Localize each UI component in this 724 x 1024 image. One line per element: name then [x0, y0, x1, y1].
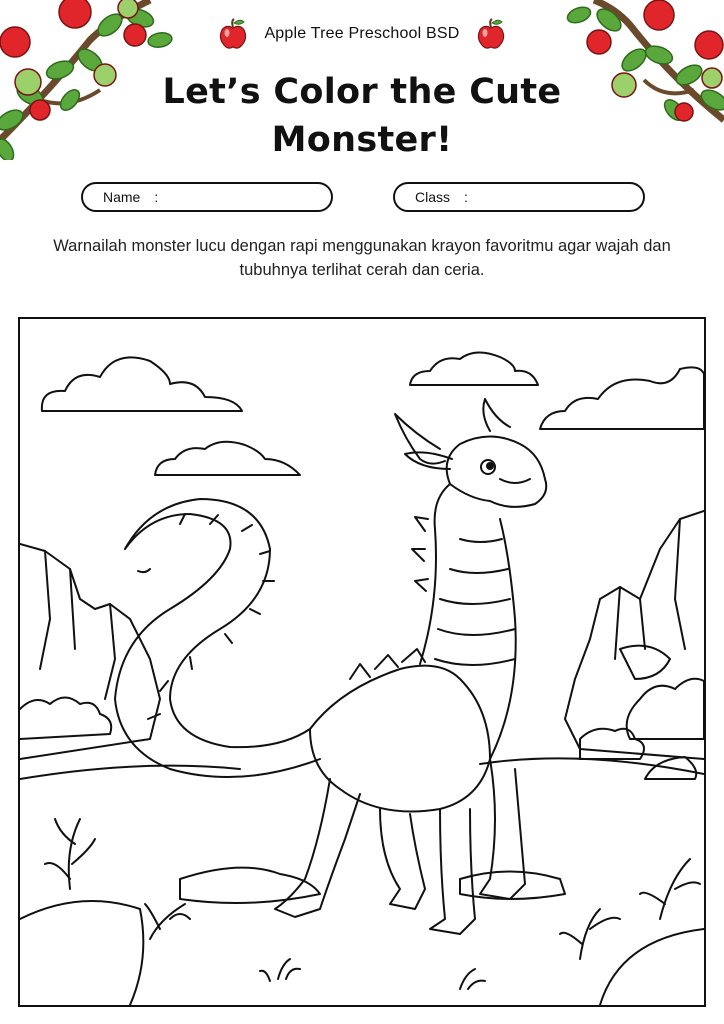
monster-horn [483, 399, 510, 431]
cliff-left [20, 544, 160, 759]
class-field[interactable] [393, 182, 645, 212]
name-separator: : [154, 189, 159, 205]
monster-tail [115, 499, 320, 777]
plant [260, 959, 300, 981]
monster-horn [395, 414, 445, 464]
plant [560, 909, 620, 959]
name-field[interactable] [81, 182, 333, 212]
name-label: Name [103, 189, 141, 205]
monster-body [310, 666, 490, 812]
cloud [410, 352, 538, 385]
cloud [540, 367, 704, 429]
plant [145, 904, 190, 939]
school-header [0, 18, 724, 50]
monster-head [447, 437, 547, 507]
monster-leg [430, 809, 475, 934]
cloud [42, 357, 242, 411]
bush [627, 679, 704, 739]
class-label: Class [415, 189, 451, 205]
page-title: Let’s Color the Cute Monster! [162, 72, 562, 160]
monster-leg [275, 779, 360, 917]
monster-leg [480, 759, 525, 899]
apple-icon [476, 18, 506, 50]
rock [460, 872, 565, 900]
monster-coloring-illustration [20, 319, 704, 1005]
apple-icon [218, 18, 248, 50]
bush [20, 698, 111, 740]
class-separator: : [464, 189, 468, 205]
bush [580, 729, 644, 759]
monster-neck [420, 484, 516, 759]
school-name: Apple Tree Preschool BSD [264, 25, 460, 42]
instructions-text: Warnailah monster lucu dengan rapi menggunakan krayon favoritmu agar wajah dan tubuhnya terlihat cerah dan ceria. [53, 237, 671, 279]
plant [640, 859, 700, 919]
plant [45, 819, 95, 889]
cloud [155, 442, 300, 475]
ground-line [20, 758, 704, 779]
monster-leg [380, 809, 425, 909]
coloring-picture-frame [18, 317, 706, 1007]
plant [460, 969, 485, 989]
